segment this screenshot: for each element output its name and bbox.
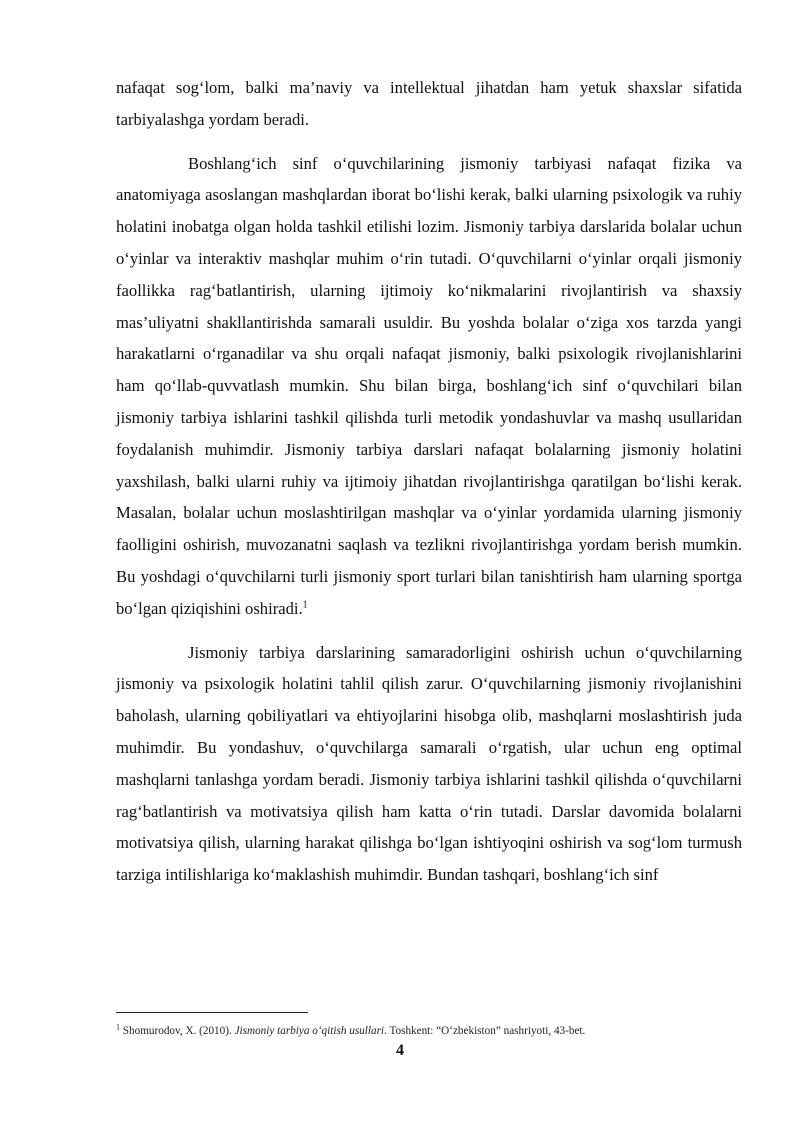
footnote-marker: 1 [116, 1022, 120, 1032]
footnote [116, 1024, 756, 1038]
footnote-publisher: . Toshkent: “O‘zbekiston” nashriyoti, 43-bet. [384, 1025, 586, 1037]
paragraph-2 [116, 148, 742, 625]
footnote-separator [116, 1012, 308, 1013]
footnote-author: Shomurodov, X. (2010). [120, 1025, 235, 1037]
footnote-reference[interactable]: 1 [302, 599, 308, 611]
page-body [116, 72, 742, 891]
footnote-book-title: Jismoniy tarbiya o‘qitish usullari [234, 1025, 385, 1037]
page-number: 4 [396, 1042, 404, 1059]
paragraph-3: Jismoniy tarbiya darslarining samaradorligini oshirish uchun o‘quvchilarning jismoniy va psixologik holatini tahlil qilish zarur. O‘quvchilarning jismoniy rivojlanishini baholash, ularning qobiliyatlari va ehtiyojlarini hisobga olib, mashqlarni moslashtirish juda muhimdir. Bu yondashuv, o‘quvchilarga samarali o‘rgatish, ular uchun eng optimal mashqlarni tanlashga yordam beradi. Jismoniy tarbiya ishlarini tashkil qilishda o‘quvchilarni rag‘batlantirish va motivatsiya qilish ham katta o‘rin tutadi. Darslar davomida bolalarni motivatsiya qilish, ularning harakat qilishga bo‘lgan ishtiyoqini oshirish va sog‘lom turmush tarziga intilishlariga ko‘maklashish muhimdir. Bundan tashqari, boshlang‘ich sinf [116, 642, 742, 885]
paragraph-continuation: nafaqat sog‘lom, balki ma’naviy va intellektual jihatdan ham yetuk shaxslar sifatida tarbiyalashga yordam beradi. [116, 78, 742, 129]
paragraph-2-text: Boshlang‘ich sinf o‘quvchilarining jismoniy tarbiyasi nafaqat fizika va anatomiyaga asoslangan mashqlardan iborat bo‘lishi kerak, balki ularning psixologik va ruhiy holatini inobatga olgan holda tashkil etilishi lozim. Jismoniy tarbiya darslarida bolalar uchun o‘yinlar va interaktiv mashqlar muhim o‘rin tutadi. O‘quvchilarni o‘yinlar orqali jismoniy faollikka rag‘batlantirish, ularning ijtimoiy ko‘nikmalarini rivojlantirish va shaxsiy mas’uliyatni shakllantirishda samarali usuldir. Bu yoshda bolalar o‘ziga xos tarzda yangi harakatlarni o‘rganadilar va shu orqali nafaqat jismoniy, balki psixologik rivojlanishlarini ham qo‘llab-quvvatlash mumkin. Shu bilan birga, boshlang‘ich sinf o‘quvchilari bilan jismoniy tarbiya ishlarini tashkil qilishda turli metodik yondashuvlar va mashq usullaridan foydalanish muhimdir. Jismoniy tarbiya darslari nafaqat bolalarning jismoniy holatini yaxshilash, balki ularni ruhiy va ijtimoiy jihatdan rivojlantirishga qaratilgan bo‘lishi kerak. Masalan, bolalar uchun moslashtirilgan mashqlar va o‘yinlar yordamida ularning jismoniy faolligini oshirish, muvozanatni saqlash va tezlikni rivojlantirishga yordam berish mumkin. Bu yoshdagi o‘quvchilarni turli jismoniy sport turlari bilan tanishtirish ham ularning sportga bo‘lgan qiziqishini oshiradi. [116, 153, 742, 618]
